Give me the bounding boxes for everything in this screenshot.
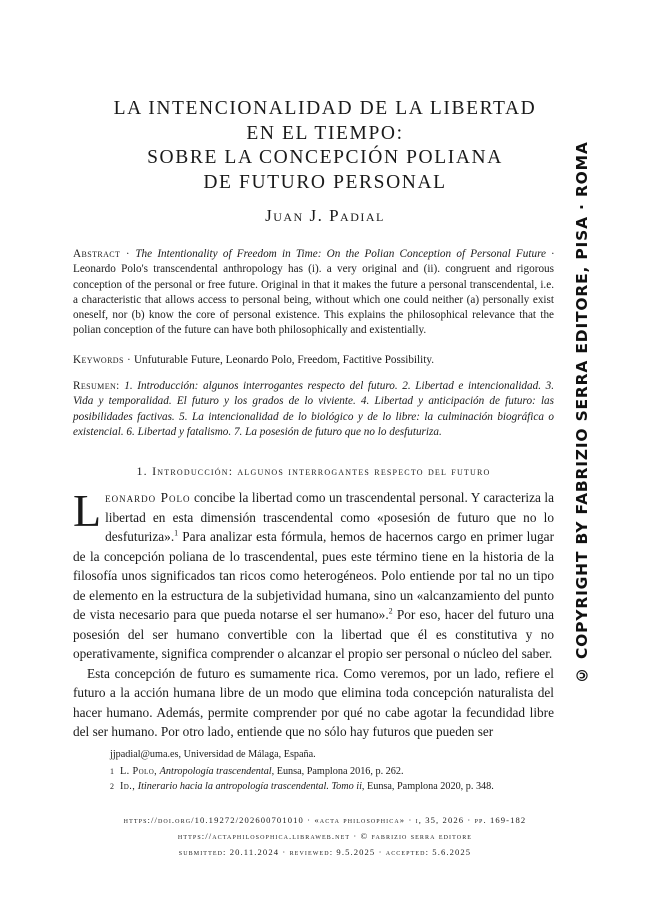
paragraph-1-text-b: Para analizar esta fórmula, hemos de hacernos cargo en primer lugar de la concepción poliana de lo trascendental, pues este término tiene en la historia de la filosofía unos significados tan ricos como heterogéneos. Polo entiende por tal no un tipo de elemento en la estructura de la subjetividad humana, sino un «alcanzamiento del punto de vista necesario para que pueda notarse el ser humano». — [73, 529, 554, 622]
footnote-1-author: L. Polo, — [120, 766, 158, 777]
drop-cap: L — [73, 485, 102, 536]
keywords-label: Keywords · — [73, 354, 132, 366]
abstract-label: Abstract · — [73, 248, 131, 260]
paragraph-1 — [73, 485, 554, 664]
title-line-4: DE FUTURO PERSONAL — [203, 171, 447, 193]
footnote-2-number: 2 — [110, 782, 114, 791]
paragraph-1-text-c: Por eso, hacer del futuro una posesión del ser humano convertible con la libertad que él es constitutiva y no operativamente, significa comprender o alcanzar el propio ser personal o núcleo del saber. — [73, 607, 554, 661]
paragraph-1-text-a: concibe la libertad como un trascendental personal. Y caracteriza la libertad en esta dimensión trascendental como «posesión de futuro que no lo desfuturiza». — [105, 490, 554, 544]
paragraph-2: Esta concepción de futuro es sumamente rica. Como veremos, por un lado, refiere el futuro a la acción humana libre de un modo que elimina toda concepción naturalista del hacer humano. Además, permite comprender por qué no cabe agotar la fecundidad libre del ser humano. Por otro lado, entiende que no sólo hay futuros que pueden ser — [73, 665, 554, 739]
copyright-notice: © COPYRIGHT BY FABRIZIO SERRA EDITORE, PISA · ROMA — [573, 141, 591, 684]
footnote-2-title: Itinerario hacia la antropología trascendental. Tomo ii — [137, 781, 362, 792]
title-line-1: LA INTENCIONALIDAD DE LA LIBERTAD — [113, 98, 537, 119]
abstract — [73, 247, 554, 339]
footnote-2-rest: , Eunsa, Pamplona 2020, p. 348. — [361, 781, 494, 792]
footnote-2 — [110, 779, 550, 794]
keywords — [73, 353, 554, 368]
footer-doi-line[interactable]: https://doi.org/10.19272/202600701010 · «acta philosophica» · i, 35, 2026 · pp. 169-182 — [123, 815, 527, 825]
page-footer — [60, 812, 590, 860]
footnote-1-number: 1 — [110, 767, 114, 776]
abstract-text: Leonardo Polo's transcendental anthropology has (i). a very original and (ii). congruent and rigorous conception of the personal or free future. Original in that it makes the future a personal transcendental, i.e. a characteristic that allows access to personal being, without which one could neither (a) personally exist oneself, nor (b) know the core of personal existence. This explains the philosophical relevance that the polian conception of the future can have both philosophically and existentially. — [73, 263, 554, 337]
lead-in: eonardo Polo — [105, 490, 191, 505]
abstract-title: The Intentionality of Freedom in Time: On the Polian Conception of Personal Future · — [135, 248, 555, 260]
footnote-ref-2[interactable]: 2 — [388, 606, 393, 616]
footnotes — [110, 747, 550, 794]
resumen-label: Resumen: — [73, 380, 120, 392]
title-line-3: SOBRE LA CONCEPCIÓN POLIANA — [147, 147, 503, 168]
footnote-1-rest: , Eunsa, Pamplona 2016, p. 262. — [271, 766, 404, 777]
section-heading: 1. Introducción: algunos interrogantes respecto del futuro — [136, 464, 491, 478]
footer-url-line[interactable]: https://actaphilosophica.libraweb.net · © fabrizio serra editore — [177, 831, 473, 841]
footnote-1 — [110, 764, 550, 779]
footnote-2-author: Id., — [120, 781, 136, 792]
footnote-ref-1[interactable]: 1 — [174, 528, 179, 538]
body-text — [73, 485, 554, 742]
footnote-1-title: Antropología trascendental — [159, 766, 272, 777]
resumen-text: 1. Introducción: algunos interrogantes respecto del futuro. 2. Libertad e intencionalidad. 3. Vida y temporalidad. El futuro y los grados de lo viviente. 4. Libertad y anticipación de futuro: las posibilidades factivas. 5. La intencionalidad de lo biológico y de lo libre: la culminación biográfica o existencial. 6. Libertad y fatalismo. 7. La posesión de futuro que no lo desfuturiza. — [73, 380, 555, 438]
author-name: Juan J. Padial — [265, 206, 385, 225]
title-line-2: EN EL TIEMPO: — [246, 122, 404, 144]
resumen — [73, 379, 554, 440]
paper-title — [70, 97, 580, 195]
contact-line: jjpadial@uma.es, Universidad de Málaga, España. — [110, 749, 316, 760]
footer-dates-line: submitted: 20.11.2024 · reviewed: 9.5.2025 · accepted: 5.6.2025 — [178, 847, 472, 857]
keywords-text: Unfuturable Future, Leonardo Polo, Freedom, Factitive Possibility. — [133, 354, 435, 366]
